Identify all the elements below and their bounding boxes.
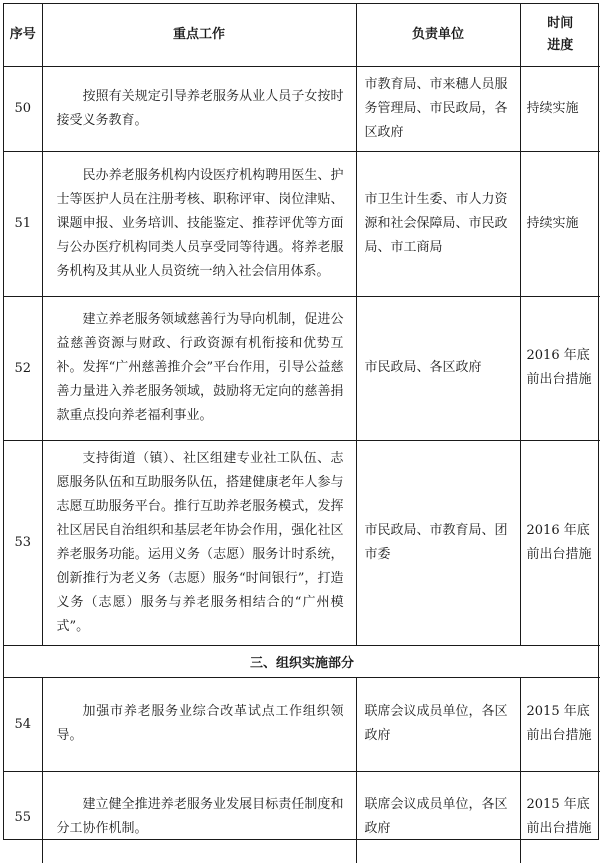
row-time: 2016 年底前出台措施: [520, 440, 600, 645]
header-time: [520, 4, 600, 66]
row-unit: 联席会议成员单位，各区政府: [356, 771, 520, 863]
row-number: 54: [4, 677, 42, 771]
row-work: 建立健全推进养老服务业发展目标责任制度和分工协作机制。: [42, 771, 356, 863]
header-time-line1: 时间: [547, 15, 574, 31]
row-time: 2016 年底前出台措施: [520, 296, 600, 440]
row-work: 建立养老服务领域慈善行为导向机制，促进公益慈善资源与财政、行政资源有机衔接和优势互补。发挥“广州慈善推介会”平台作用，引导公益慈善力量进入养老服务领域，鼓励将无定向的慈善捐款重点投向养老福利事业。: [42, 296, 356, 440]
row-unit: 联席会议成员单位，各区政府: [356, 677, 520, 771]
row-number: 50: [4, 66, 42, 151]
table-row: [4, 66, 600, 151]
row-time: 2015 年底前出台措施: [520, 771, 600, 863]
section-row: [4, 645, 600, 677]
table-row: [4, 440, 600, 645]
table-row: [4, 151, 600, 296]
row-unit: 市卫生计生委、市人力资源和社会保障局、市民政局、市工商局: [356, 151, 520, 296]
header-seq: 序号: [4, 4, 42, 66]
row-unit: 市民政局、各区政府: [356, 296, 520, 440]
header-time-line2: 进度: [547, 37, 574, 53]
document-table-frame: [3, 3, 599, 840]
row-number: 53: [4, 440, 42, 645]
table-header-row: [4, 4, 600, 66]
row-number: 55: [4, 771, 42, 863]
row-unit: 市民政局、市教育局、团市委: [356, 440, 520, 645]
row-unit: 市教育局、市来穗人员服务管理局、市民政局，各区政府: [356, 66, 520, 151]
section-title: 三、组织实施部分: [4, 645, 600, 677]
table-row: [4, 677, 600, 771]
row-work: 支持街道（镇）、社区组建专业社工队伍、志愿服务队伍和互助服务队伍，搭建健康老年人参与志愿互助服务平台。推行互助养老服务模式，发挥社区居民自治组织和基层老年协会作用，强化社区养老服务功能。运用义务（志愿）服务计时系统，创新推行为老义务（志愿）服务“时间银行”，打造义务（志愿）服务与养老服务相结合的“广州模式”。: [42, 440, 356, 645]
row-number: 51: [4, 151, 42, 296]
row-number: 52: [4, 296, 42, 440]
table-row: [4, 771, 600, 863]
header-unit: 负责单位: [356, 4, 520, 66]
row-time: 持续实施: [520, 151, 600, 296]
key-work-table: [4, 4, 600, 863]
row-work: 加强市养老服务业综合改革试点工作组织领导。: [42, 677, 356, 771]
row-work: 民办养老服务机构内设医疗机构聘用医生、护士等医护人员在注册考核、职称评审、岗位津贴、课题申报、业务培训、技能鉴定、推荐评优等方面与公办医疗机构同类人员享受同等待遇。将养老服务机构及其从业人员资统一纳入社会信用体系。: [42, 151, 356, 296]
row-time: 2015 年底前出台措施: [520, 677, 600, 771]
table-row: [4, 296, 600, 440]
row-work: 按照有关规定引导养老服务从业人员子女按时接受义务教育。: [42, 66, 356, 151]
row-time: 持续实施: [520, 66, 600, 151]
header-work: 重点工作: [42, 4, 356, 66]
